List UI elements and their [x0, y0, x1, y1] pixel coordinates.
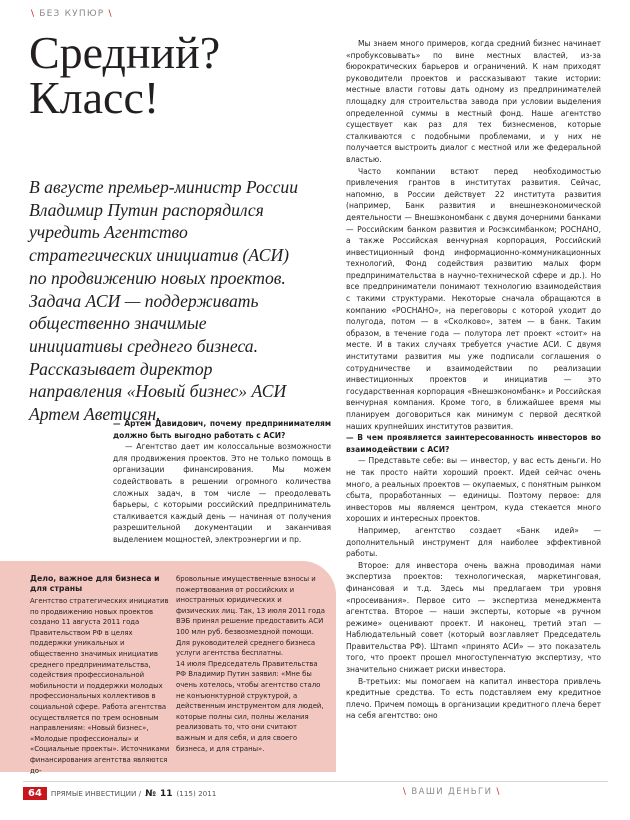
lead-paragraph [29, 176, 299, 426]
answer-paragraph: Например, агентство создает «Банк идей» — дополнительный инструмент для наиболее эффективной работы. [346, 525, 601, 559]
sidebar-column-2 [176, 574, 326, 754]
rubric-label: БЕЗ КУПЮР [39, 9, 105, 19]
issue-label: № [145, 788, 156, 799]
question: — В чем проявляется заинтересованность инвесторов во взаимодействии с АСИ? [346, 433, 601, 454]
article-title [29, 27, 221, 123]
folio [23, 787, 216, 800]
answer-paragraph: В-третьих: мы помогаем на капитал инвестора привлечь кредитные средства. То есть подставляем ему кредитное плечо. Причем помощь в организации кредитного плеча берет на себя агентство: оно [346, 676, 601, 721]
section-name: ВАШИ ДЕНЬГИ [411, 787, 493, 797]
title-line-2: Класс! [29, 72, 160, 123]
sidebar-column-1 [30, 574, 170, 776]
sidebar-quote: 14 июля Председатель Правительства РФ Владимир Путин заявил: «Мне бы очень хотелось, чтобы агентство стало не конъюнктурной структурой, а действенным инструментом для людей, которые полны сил, полны желания реализовать то, что они считают важным и для себя, и для своего бизнеса, и для страны». [176, 659, 324, 753]
interview-column-2 [346, 38, 601, 722]
answer-paragraph: — Представьте себе: вы — инвестор, у вас есть деньги. Но не так просто найти хороший проект. Идей сейчас очень много, а реальных проектов — окупаемых, с понятным рынком сбыта, проработанных — единицы. Поэтому первое: для инвесторов мы являемся центром, куда стекается много хороших и интересных проектов. [346, 456, 601, 524]
title-line-1: Средний? [29, 27, 221, 78]
footer-divider [23, 781, 608, 782]
magazine-name: ПРЯМЫЕ ИНВЕСТИЦИИ / [50, 789, 142, 798]
question: — Артем Давидович, почему предпринимателям должно быть выгодно работать с АСИ? [113, 419, 331, 440]
answer-paragraph: Второе: для инвестора очень важна проводимая нами экспертиза проектов: технологическая, маркетинговая, финансовая и т.д. Здесь мы предлагаем три уровня «просеивания». Первое сито — экспертиза менеджмента агентства. Второе — наши эксперты, которые «в ручном режиме» оценивают проект. И наконец, третий этап — Наблюдательный совет (который возглавляет Председатель Правительства РФ). Штамп «принято АСИ» — это показатель того, что проект прошел многоступенчатую экспертизу, что значительно снижает риски инвестора. [346, 560, 601, 675]
sidebar-heading: Дело, важное для бизнеса и для страны [30, 574, 160, 593]
section-label: \ ВАШИ ДЕНЬГИ \ [403, 787, 501, 797]
answer-paragraph: Мы знаем много примеров, когда средний бизнес начинает «пробуксовывать» по вине местных властей, из-за бюрократических барьеров и ограничений. К нам приходят руководители проектов и рассказывают такие истории: местные власти готовы дать одному из предпринимателей площадку для строительства завода при условии выделения определенной суммы в местный фонд. Наше агентство существует как раз для тех бизнесменов, которые сталкиваются с подобными проблемами, и у них не получается выстроить диалог с местной или же федеральной властью. [346, 39, 601, 164]
rubric: \ БЕЗ КУПЮР \ [31, 9, 113, 19]
issue-number: 11 [159, 788, 173, 799]
interview-column-1 [113, 418, 331, 546]
answer-paragraph: — Агентство дает им колоссальные возможности для продвижения проектов. Это не только помощь в организации финансирования. Мы можем содействовать в решении огромного количества сложных задач, в том числе — преодолевать барьеры, с которыми российский предприниматель сталкивается каждый день — начиная от получения разрешительной документации и заканчивая выделением мощностей, электроэнергии и пр. [113, 442, 331, 544]
answer-paragraph: Часто компании встают перед необходимостью привлечения грантов в институтах развития. Сейчас, напомню, в России действует 22 института развития (например, Банк развития и внешнеэкономической деятельности — Внешэкономбанк с двумя дочерними банками — Российским банком развития и Росэксимбанком; РОСНАНО, а также Российская венчурная корпорация, Российский инвестиционный фонд информационно-коммуникационных технологий, Фонд содействия развитию малых форм предпринимательства в научно-технической сфере и др.). Но все предприниматели понимают технологию взаимодействия с такими структурами. Некоторые сначала обращаются в компанию «РОСНАНО», на переговоры с которой уходит до полугода, потом — в «Сколково», затем — в банк. Таким образом, в течение года — полутора лет проект «стоит» на месте. И в таких случаях требуется участие АСИ. С двумя институтами развития мы уже подписали соглашения о сотрудничестве и взаимодействии по реализации инвестиционных проектов и инициатив — это государственная корпорация «Внешэкономбанк» и Российская венчурная компания. Кроме того, в ближайшее время мы планируем договориться как минимум с первой десяткой наших крупнейших институтов развития. [346, 166, 601, 431]
sidebar-text: бровольные имущественные взносы и пожертвования от российских и иностранных юридических и физических лиц. Так, 13 июля 2011 года ВЭБ принял решение предоставить АСИ 100 млн руб. безвозмездной помощи. Для руководителей среднего бизнеса услуги агентства бесплатны. [176, 575, 325, 658]
sidebar-text: Агентство стратегических инициатив по продвижению новых проектов создано 11 августа 2011 года Правительством РФ в целях поддержки уникальных и общественно значимых инициатив среднего предпринимательства, содействия профессиональной мобильности и поддержки молодых профессиональных коллективов в социальной сфере. Работа агентства осуществляется по трем основным направлениям: «Новый бизнес», «Молодые профессионалы» и «Социальные проекты». Источниками финансирования агентства являются до- [30, 597, 170, 775]
issue-year: (115) 2011 [176, 789, 217, 798]
page-number: 64 [23, 787, 47, 800]
lead-text: В августе премьер-министр России Владимир Путин распорядился учредить Агентство стратегических инициатив (АСИ) по продвижению новых проектов. Задача АСИ — поддерживать общественно значимые инициативы среднего бизнеса. Рассказывает директор направления «Новый бизнес» АСИ Артем Аветисян. [29, 177, 299, 425]
